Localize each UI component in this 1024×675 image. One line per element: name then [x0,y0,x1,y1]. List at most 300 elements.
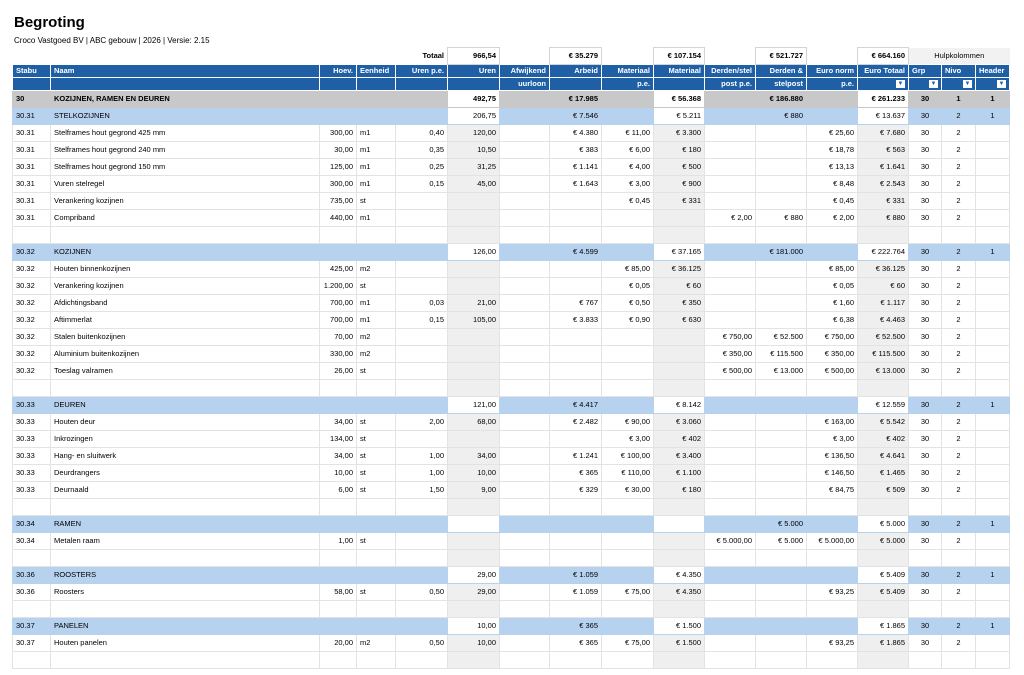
cell-header[interactable] [976,431,1010,448]
cell-nivo[interactable]: 2 [942,414,976,431]
cell-der[interactable] [756,176,807,193]
cell-stabu[interactable]: 30.31 [13,108,51,125]
cell-stabu[interactable]: 30.32 [13,261,51,278]
cell-hoev[interactable]: 735,00 [320,193,357,210]
cell-stabu[interactable]: 30.31 [13,125,51,142]
cell-arbeid[interactable]: € 1.241 [550,448,602,465]
cell-uren[interactable]: 10,00 [448,465,500,482]
cell-naam[interactable]: Aluminium buitenkozijnen [51,346,320,363]
cell-totaal[interactable]: € 5.000 [858,516,909,533]
cell-der[interactable] [756,618,807,635]
cell-stabu[interactable]: 30.33 [13,414,51,431]
cell-grp[interactable]: 30 [909,516,942,533]
cell-uren-pe[interactable] [396,550,448,567]
cell-naam[interactable]: Metalen raam [51,533,320,550]
cell-uren[interactable]: 45,00 [448,176,500,193]
cell-mat[interactable] [654,329,705,346]
cell-uren-pe[interactable] [396,363,448,380]
cell-afw[interactable] [500,448,550,465]
cell-nivo[interactable] [942,499,976,516]
cell-nivo[interactable]: 2 [942,193,976,210]
cell-grp[interactable]: 30 [909,295,942,312]
cell-nivo[interactable]: 2 [942,448,976,465]
cell-eenheid[interactable]: m1 [357,312,396,329]
cell-afw[interactable] [500,142,550,159]
cell-mat[interactable]: € 60 [654,278,705,295]
cell-mat[interactable] [654,346,705,363]
cell-header[interactable] [976,635,1010,652]
cell-uren-pe[interactable] [396,329,448,346]
cell-der-pe[interactable] [705,312,756,329]
cell-norm[interactable] [807,380,858,397]
cell-norm[interactable]: € 0,05 [807,278,858,295]
cell-arbeid[interactable] [550,499,602,516]
cell-norm[interactable] [807,244,858,261]
cell-der-pe[interactable] [705,499,756,516]
cell-stabu[interactable] [13,601,51,618]
cell-uren-pe[interactable] [396,193,448,210]
cell-nivo[interactable]: 2 [942,397,976,414]
cell-grp[interactable]: 30 [909,108,942,125]
cell-mat-pe[interactable] [602,346,654,363]
cell-totaal[interactable] [858,601,909,618]
col-afwijkend[interactable]: Afwijkend [500,65,550,78]
cell-grp[interactable]: 30 [909,482,942,499]
cell-totaal[interactable] [858,652,909,669]
cell-totaal[interactable]: € 5.542 [858,414,909,431]
cell-totaal[interactable]: € 52.500 [858,329,909,346]
cell-arbeid[interactable] [550,431,602,448]
cell-uren[interactable]: 10,00 [448,618,500,635]
cell-mat-pe[interactable] [602,533,654,550]
col-derden-pe[interactable]: Derden/stel [705,65,756,78]
cell-arbeid[interactable] [550,516,602,533]
cell-arbeid[interactable]: € 1.141 [550,159,602,176]
cell-uren-pe[interactable] [396,397,448,414]
cell-totaal[interactable]: € 12.559 [858,397,909,414]
col-arbeid[interactable]: Arbeid [550,65,602,78]
cell-grp[interactable]: 30 [909,210,942,227]
cell-totaal[interactable] [858,227,909,244]
cell-header[interactable]: 1 [976,618,1010,635]
cell-afw[interactable] [500,295,550,312]
cell-uren[interactable] [448,193,500,210]
cell-hoev[interactable]: 34,00 [320,448,357,465]
cell-nivo[interactable]: 2 [942,125,976,142]
cell-uren-pe[interactable] [396,108,448,125]
cell-stabu[interactable]: 30.34 [13,516,51,533]
cell-eenheid[interactable]: m1 [357,142,396,159]
cell-naam[interactable]: DEUREN [51,397,320,414]
cell-afw[interactable] [500,567,550,584]
cell-uren-pe[interactable] [396,431,448,448]
cell-hoev[interactable] [320,618,357,635]
cell-arbeid[interactable]: € 1.059 [550,567,602,584]
cell-afw[interactable] [500,380,550,397]
cell-uren[interactable]: 31,25 [448,159,500,176]
cell-hoev[interactable] [320,567,357,584]
cell-hoev[interactable]: 34,00 [320,414,357,431]
cell-arbeid[interactable] [550,652,602,669]
cell-mat[interactable]: € 8.142 [654,397,705,414]
cell-uren[interactable] [448,210,500,227]
cell-totaal[interactable]: € 880 [858,210,909,227]
cell-header[interactable] [976,125,1010,142]
cell-uren[interactable] [448,346,500,363]
cell-mat[interactable]: € 1.500 [654,618,705,635]
cell-nivo[interactable]: 2 [942,295,976,312]
cell-uren-pe[interactable] [396,601,448,618]
cell-nivo[interactable]: 2 [942,533,976,550]
cell-arbeid[interactable] [550,210,602,227]
cell-afw[interactable] [500,465,550,482]
cell-afw[interactable] [500,533,550,550]
cell-totaal[interactable]: € 7.680 [858,125,909,142]
cell-mat-pe[interactable] [602,618,654,635]
cell-mat[interactable] [654,550,705,567]
cell-grp[interactable]: 30 [909,193,942,210]
cell-header[interactable] [976,465,1010,482]
cell-naam[interactable]: KOZIJNEN [51,244,320,261]
cell-hoev[interactable] [320,516,357,533]
cell-der[interactable]: € 186.880 [756,91,807,108]
cell-der-pe[interactable]: € 350,00 [705,346,756,363]
cell-hoev[interactable] [320,380,357,397]
col-header[interactable]: Header [976,65,1010,78]
cell-totaal[interactable]: € 13.637 [858,108,909,125]
cell-naam[interactable]: Deurnaald [51,482,320,499]
cell-afw[interactable] [500,652,550,669]
cell-arbeid[interactable]: € 17.985 [550,91,602,108]
cell-der[interactable] [756,278,807,295]
cell-uren-pe[interactable]: 1,50 [396,482,448,499]
cell-afw[interactable] [500,414,550,431]
cell-norm[interactable]: € 84,75 [807,482,858,499]
cell-nivo[interactable]: 2 [942,584,976,601]
cell-der[interactable] [756,482,807,499]
cell-der[interactable] [756,448,807,465]
cell-mat[interactable] [654,652,705,669]
cell-grp[interactable]: 30 [909,329,942,346]
cell-mat-pe[interactable]: € 100,00 [602,448,654,465]
cell-stabu[interactable]: 30.36 [13,567,51,584]
cell-uren[interactable]: 9,00 [448,482,500,499]
cell-uren[interactable] [448,533,500,550]
cell-stabu[interactable]: 30.31 [13,142,51,159]
cell-arbeid[interactable] [550,363,602,380]
cell-naam[interactable]: Houten binnenkozijnen [51,261,320,278]
cell-afw[interactable] [500,278,550,295]
cell-der[interactable] [756,652,807,669]
cell-uren[interactable] [448,227,500,244]
cell-der[interactable] [756,431,807,448]
cell-mat[interactable]: € 331 [654,193,705,210]
cell-der-pe[interactable]: € 500,00 [705,363,756,380]
cell-nivo[interactable] [942,550,976,567]
cell-der-pe[interactable] [705,159,756,176]
cell-nivo[interactable]: 2 [942,465,976,482]
cell-hoev[interactable]: 1.200,00 [320,278,357,295]
cell-stabu[interactable]: 30.31 [13,193,51,210]
cell-norm[interactable]: € 750,00 [807,329,858,346]
cell-uren[interactable]: 121,00 [448,397,500,414]
cell-mat[interactable]: € 900 [654,176,705,193]
cell-mat-pe[interactable]: € 3,00 [602,431,654,448]
cell-der[interactable] [756,499,807,516]
cell-norm[interactable]: € 18,78 [807,142,858,159]
cell-eenheid[interactable]: m2 [357,329,396,346]
cell-mat-pe[interactable]: € 11,00 [602,125,654,142]
cell-uren-pe[interactable]: 0,50 [396,635,448,652]
cell-stabu[interactable]: 30.37 [13,618,51,635]
cell-naam[interactable] [51,652,320,669]
cell-der[interactable]: € 13.000 [756,363,807,380]
cell-arbeid[interactable]: € 329 [550,482,602,499]
cell-norm[interactable] [807,567,858,584]
cell-der[interactable] [756,550,807,567]
cell-nivo[interactable] [942,380,976,397]
cell-eenheid[interactable] [357,397,396,414]
cell-grp[interactable]: 30 [909,397,942,414]
cell-naam[interactable]: PANELEN [51,618,320,635]
cell-stabu[interactable]: 30.33 [13,397,51,414]
cell-stabu[interactable] [13,380,51,397]
cell-norm[interactable]: € 13,13 [807,159,858,176]
cell-eenheid[interactable]: st [357,584,396,601]
cell-mat-pe[interactable]: € 0,05 [602,278,654,295]
col-grp[interactable]: Grp [909,65,942,78]
cell-header[interactable] [976,414,1010,431]
cell-header[interactable] [976,193,1010,210]
cell-hoev[interactable]: 300,00 [320,125,357,142]
cell-der[interactable] [756,584,807,601]
cell-der-pe[interactable]: € 2,00 [705,210,756,227]
cell-der[interactable] [756,227,807,244]
cell-norm[interactable]: € 93,25 [807,584,858,601]
cell-arbeid[interactable] [550,550,602,567]
cell-uren[interactable] [448,363,500,380]
cell-mat[interactable]: € 402 [654,431,705,448]
cell-norm[interactable]: € 3,00 [807,431,858,448]
cell-nivo[interactable] [942,601,976,618]
cell-uren[interactable] [448,380,500,397]
cell-grp[interactable]: 30 [909,533,942,550]
cell-hoev[interactable] [320,652,357,669]
cell-norm[interactable] [807,91,858,108]
col-materiaal-pe[interactable]: Materiaal [602,65,654,78]
cell-header[interactable] [976,295,1010,312]
cell-mat[interactable] [654,516,705,533]
cell-uren-pe[interactable]: 0,40 [396,125,448,142]
cell-naam[interactable] [51,550,320,567]
cell-stabu[interactable]: 30.32 [13,329,51,346]
cell-header[interactable] [976,346,1010,363]
cell-hoev[interactable]: 6,00 [320,482,357,499]
cell-der-pe[interactable] [705,244,756,261]
cell-norm[interactable] [807,601,858,618]
cell-norm[interactable]: € 136,50 [807,448,858,465]
cell-mat[interactable]: € 3.060 [654,414,705,431]
cell-totaal[interactable]: € 1.865 [858,635,909,652]
cell-nivo[interactable]: 2 [942,346,976,363]
cell-der[interactable]: € 5.000 [756,533,807,550]
cell-der-pe[interactable] [705,295,756,312]
cell-eenheid[interactable] [357,499,396,516]
cell-der-pe[interactable] [705,482,756,499]
cell-uren-pe[interactable] [396,652,448,669]
cell-der[interactable] [756,295,807,312]
cell-grp[interactable] [909,499,942,516]
filter-dropdown-icon[interactable]: ▼ [998,81,1005,87]
cell-naam[interactable]: Stelframes hout gegrond 425 mm [51,125,320,142]
cell-hoev[interactable]: 700,00 [320,312,357,329]
cell-uren[interactable] [448,499,500,516]
cell-arbeid[interactable]: € 4.599 [550,244,602,261]
cell-uren-pe[interactable]: 0,35 [396,142,448,159]
cell-uren[interactable] [448,329,500,346]
cell-hoev[interactable] [320,601,357,618]
cell-arbeid[interactable] [550,380,602,397]
cell-afw[interactable] [500,125,550,142]
cell-afw[interactable] [500,516,550,533]
cell-eenheid[interactable]: m2 [357,261,396,278]
cell-totaal[interactable] [858,380,909,397]
cell-der-pe[interactable] [705,91,756,108]
cell-mat-pe[interactable]: € 85,00 [602,261,654,278]
cell-der[interactable] [756,193,807,210]
cell-hoev[interactable] [320,397,357,414]
cell-arbeid[interactable] [550,227,602,244]
cell-norm[interactable]: € 6,38 [807,312,858,329]
cell-der[interactable] [756,312,807,329]
cell-totaal[interactable]: € 2.543 [858,176,909,193]
cell-eenheid[interactable] [357,516,396,533]
cell-der[interactable] [756,414,807,431]
cell-totaal[interactable]: € 4.463 [858,312,909,329]
cell-der-pe[interactable] [705,652,756,669]
cell-hoev[interactable] [320,499,357,516]
cell-uren[interactable]: 105,00 [448,312,500,329]
cell-mat-pe[interactable]: € 0,50 [602,295,654,312]
cell-eenheid[interactable]: m2 [357,635,396,652]
cell-naam[interactable]: Roosters [51,584,320,601]
cell-arbeid[interactable] [550,193,602,210]
cell-eenheid[interactable]: st [357,482,396,499]
cell-header[interactable] [976,176,1010,193]
cell-grp[interactable]: 30 [909,142,942,159]
cell-header[interactable] [976,159,1010,176]
cell-grp[interactable]: 30 [909,125,942,142]
cell-afw[interactable] [500,363,550,380]
cell-uren-pe[interactable] [396,91,448,108]
cell-mat[interactable]: € 4.350 [654,567,705,584]
cell-stabu[interactable]: 30.33 [13,431,51,448]
cell-der-pe[interactable] [705,193,756,210]
col-derden[interactable]: Derden & [756,65,807,78]
cell-grp[interactable]: 30 [909,312,942,329]
cell-uren-pe[interactable]: 0,25 [396,159,448,176]
cell-norm[interactable]: € 2,00 [807,210,858,227]
cell-stabu[interactable]: 30.32 [13,295,51,312]
cell-eenheid[interactable] [357,652,396,669]
cell-stabu[interactable] [13,652,51,669]
cell-mat-pe[interactable] [602,244,654,261]
cell-norm[interactable] [807,108,858,125]
cell-hoev[interactable]: 700,00 [320,295,357,312]
cell-header[interactable] [976,142,1010,159]
cell-der-pe[interactable]: € 750,00 [705,329,756,346]
cell-header[interactable]: 1 [976,567,1010,584]
cell-stabu[interactable]: 30.31 [13,176,51,193]
cell-eenheid[interactable] [357,244,396,261]
cell-grp[interactable] [909,652,942,669]
cell-arbeid[interactable]: € 1.059 [550,584,602,601]
cell-uren-pe[interactable] [396,278,448,295]
cell-norm[interactable]: € 85,00 [807,261,858,278]
cell-norm[interactable]: € 8,48 [807,176,858,193]
cell-eenheid[interactable] [357,227,396,244]
cell-mat-pe[interactable]: € 110,00 [602,465,654,482]
col-stabu[interactable]: Stabu [13,65,51,78]
cell-uren-pe[interactable]: 1,00 [396,448,448,465]
cell-mat[interactable] [654,601,705,618]
cell-eenheid[interactable]: m1 [357,159,396,176]
cell-uren[interactable]: 126,00 [448,244,500,261]
cell-mat[interactable] [654,227,705,244]
cell-naam[interactable]: Stelframes hout gegrond 240 mm [51,142,320,159]
cell-afw[interactable] [500,635,550,652]
cell-afw[interactable] [500,618,550,635]
cell-der[interactable] [756,397,807,414]
cell-der-pe[interactable] [705,380,756,397]
cell-totaal[interactable]: € 1.465 [858,465,909,482]
cell-hoev[interactable]: 58,00 [320,584,357,601]
cell-mat[interactable] [654,363,705,380]
col-euro-totaal[interactable]: Euro Totaal [858,65,909,78]
cell-mat[interactable] [654,499,705,516]
cell-eenheid[interactable] [357,618,396,635]
cell-hoev[interactable]: 26,00 [320,363,357,380]
cell-hoev[interactable]: 300,00 [320,176,357,193]
cell-arbeid[interactable] [550,261,602,278]
cell-der-pe[interactable] [705,278,756,295]
cell-afw[interactable] [500,584,550,601]
cell-uren[interactable]: 29,00 [448,584,500,601]
cell-afw[interactable] [500,312,550,329]
cell-der-pe[interactable] [705,601,756,618]
cell-naam[interactable]: ROOSTERS [51,567,320,584]
cell-arbeid[interactable] [550,601,602,618]
cell-afw[interactable] [500,601,550,618]
cell-der[interactable] [756,635,807,652]
cell-mat[interactable]: € 37.165 [654,244,705,261]
cell-hoev[interactable] [320,550,357,567]
cell-nivo[interactable]: 2 [942,210,976,227]
cell-norm[interactable]: € 163,00 [807,414,858,431]
cell-totaal[interactable]: € 1.117 [858,295,909,312]
cell-eenheid[interactable]: st [357,465,396,482]
cell-totaal[interactable]: € 5.409 [858,567,909,584]
cell-header[interactable] [976,584,1010,601]
cell-der[interactable] [756,380,807,397]
cell-der-pe[interactable] [705,550,756,567]
cell-header[interactable] [976,550,1010,567]
cell-mat[interactable]: € 350 [654,295,705,312]
cell-arbeid[interactable]: € 383 [550,142,602,159]
cell-uren-pe[interactable] [396,618,448,635]
cell-mat-pe[interactable]: € 6,00 [602,142,654,159]
cell-mat-pe[interactable] [602,516,654,533]
